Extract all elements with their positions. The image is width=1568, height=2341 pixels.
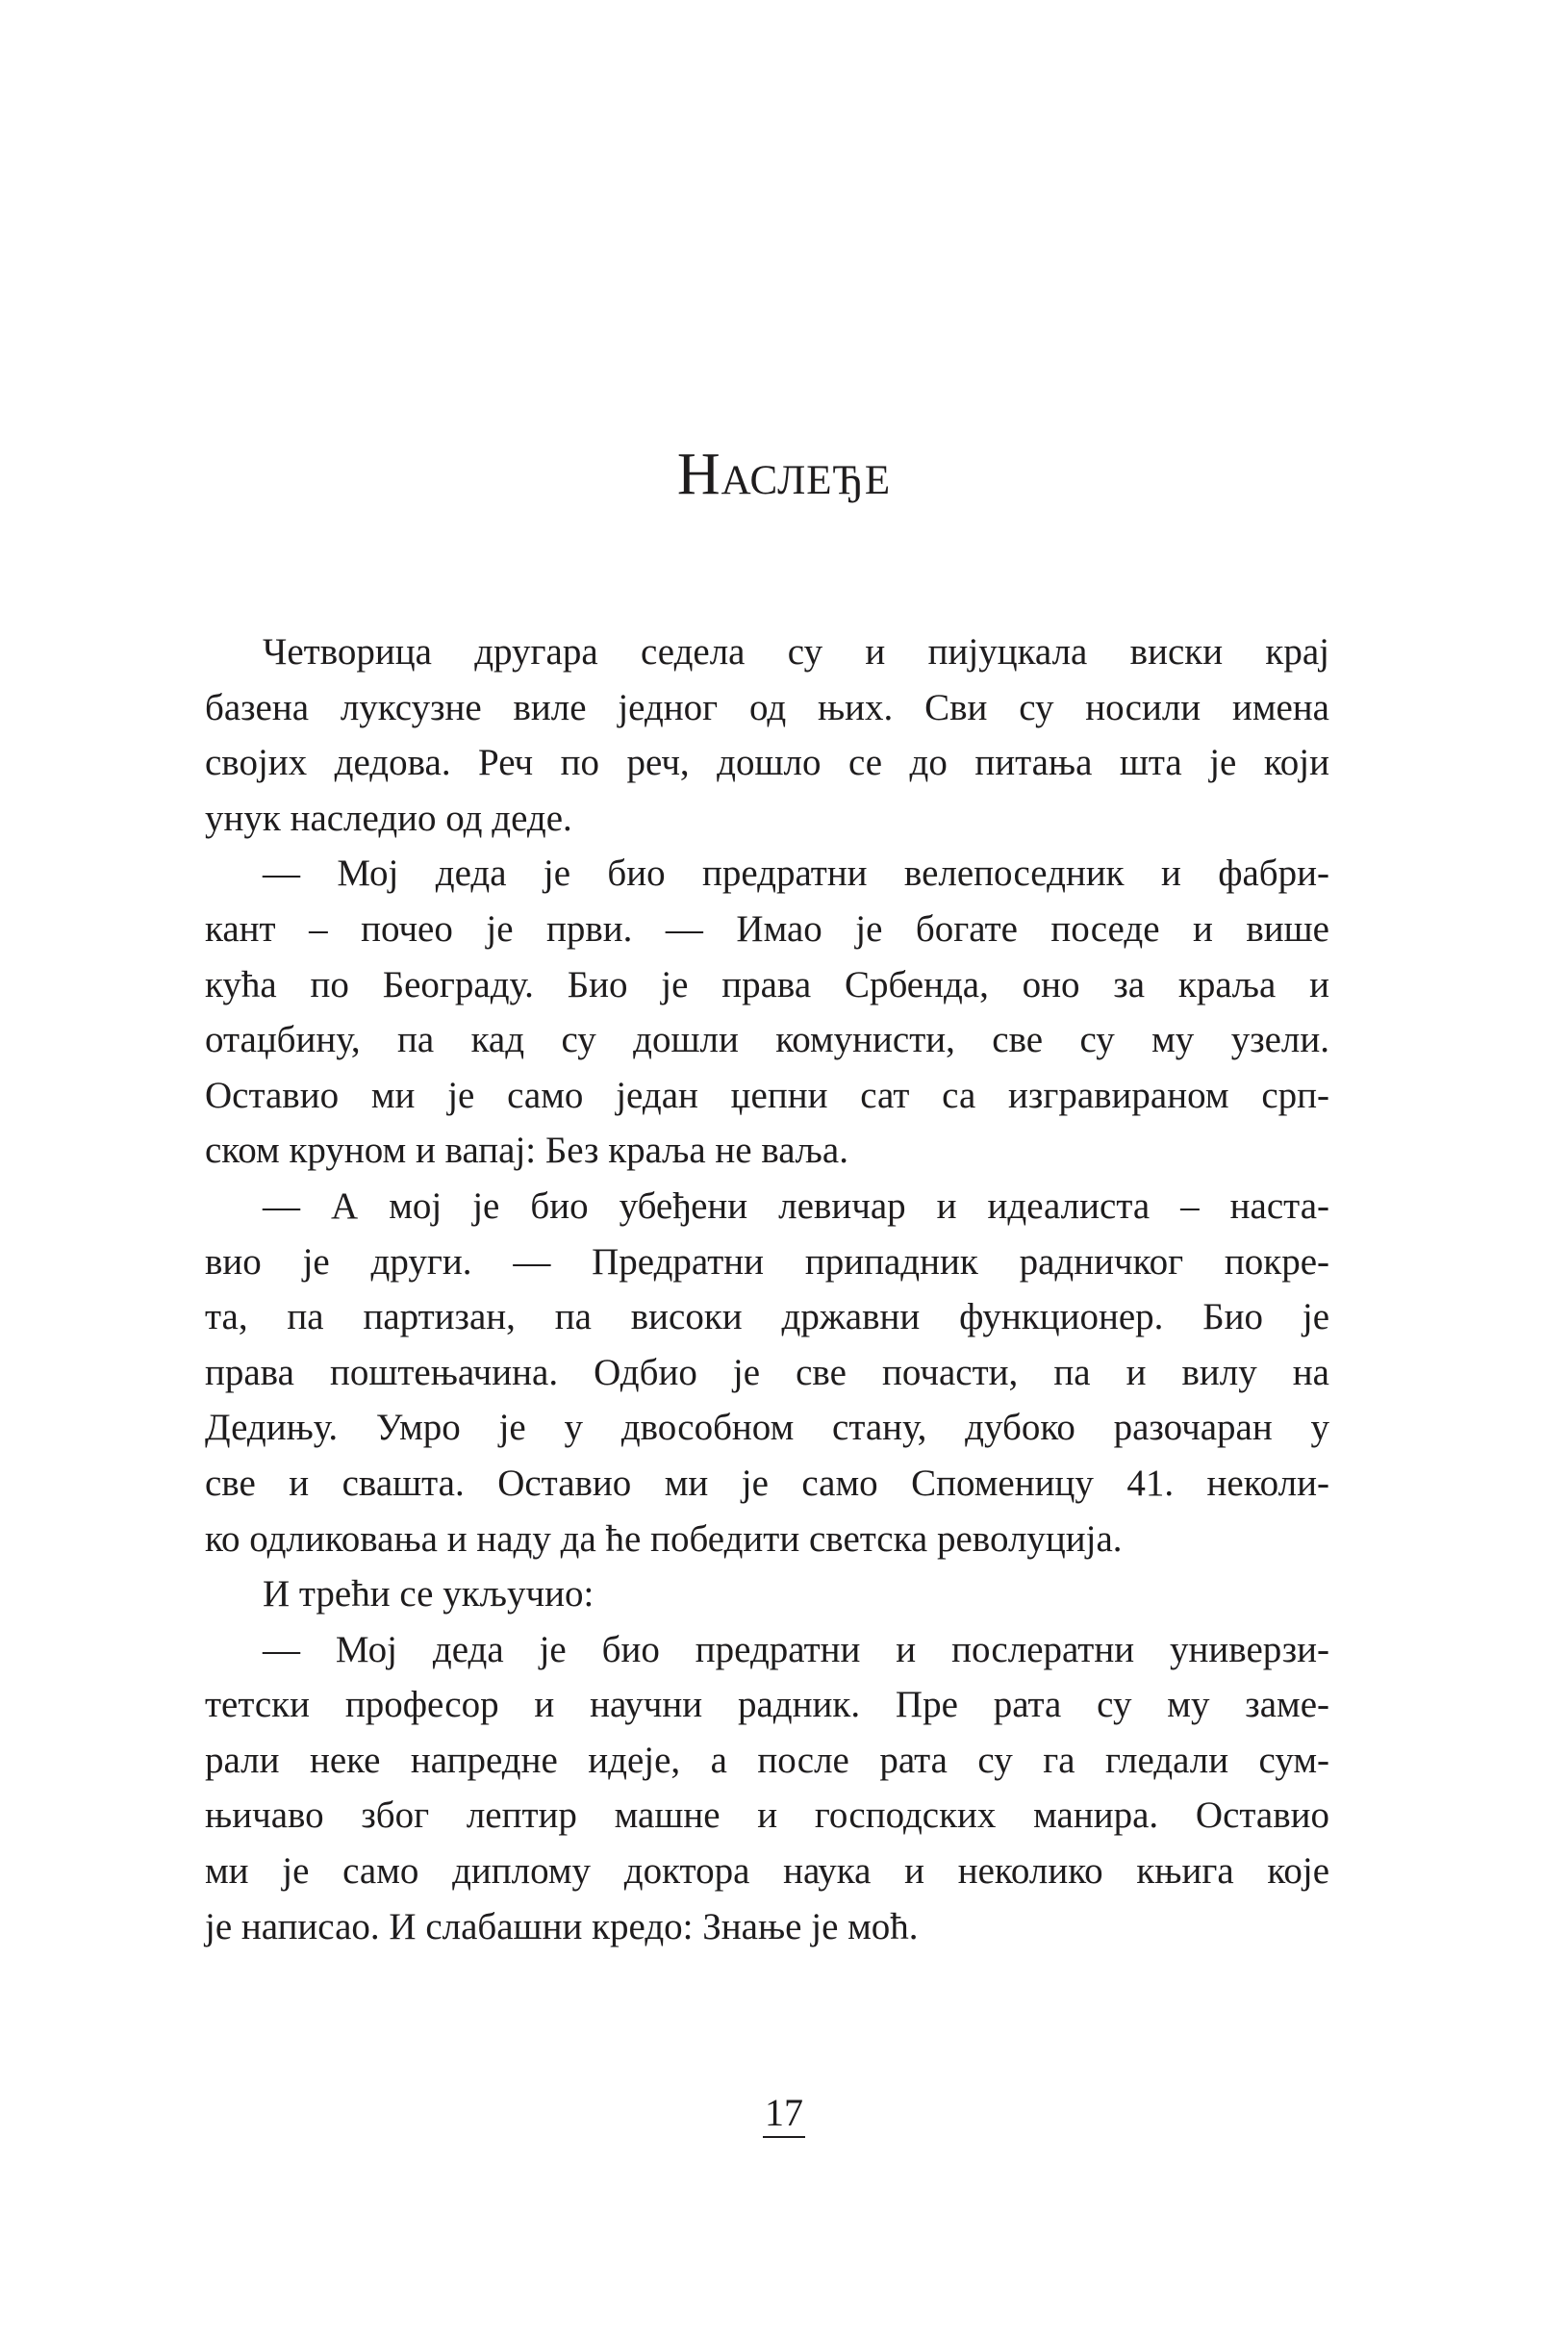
paragraph	[205, 624, 1329, 846]
text-line: Оставио ми је само један џепни сат са изгравираном срп-	[205, 1074, 1329, 1116]
text-line: унук наследио од деде.	[205, 797, 572, 839]
body-text	[205, 624, 1329, 1954]
text-line: својих дедова. Реч по реч, дошло се до питања шта је који	[205, 742, 1329, 784]
paragraph	[205, 1622, 1329, 1955]
text-line: — Мој деда је био предратни и послератни универзи-	[263, 1628, 1329, 1670]
text-line: је написао. И слабашни кредо: Знање је моћ.	[205, 1905, 919, 1947]
text-line: права поштењачина. Одбио је све почасти, па и вилу на	[205, 1351, 1329, 1393]
text-line: кућа по Београду. Био је права Србенда, оно за краља и	[205, 963, 1329, 1005]
page-number-value: 17	[763, 2094, 805, 2138]
paragraph	[205, 1179, 1329, 1566]
text-line: отаџбину, па кад су дошли комунисти, све су му узели.	[205, 1019, 1329, 1061]
text-line: базена луксузне виле једног од њих. Сви су носили имена	[205, 686, 1329, 728]
text-line: — Мој деда је био предратни велепоседник и фабри-	[263, 852, 1329, 895]
text-line: Дедињу. Умро је у двособном стану, дубоко разочаран у	[205, 1407, 1329, 1449]
text-line: И трећи се укључио:	[263, 1573, 594, 1616]
text-line: тетски професор и научни радник. Пре рата су му заме-	[205, 1684, 1329, 1726]
text-line: кант – почео је први. — Имао је богате поседе и више	[205, 907, 1329, 950]
page-number	[0, 2091, 1568, 2138]
text-line: Четворица другара седела су и пијуцкала виски крај	[263, 631, 1329, 673]
paragraph	[205, 846, 1329, 1179]
text-line: ми је само диплому доктора наука и неколико књига које	[205, 1850, 1329, 1893]
text-line: — А мој је био убеђени левичар и идеалиста – наста-	[263, 1184, 1329, 1227]
chapter-title: Наслеђе	[676, 442, 892, 507]
text-line: ко одликовања и наду да ће победити светска револуција.	[205, 1517, 1123, 1560]
text-line: све и свашта. Оставио ми је само Споменицу 41. неколи-	[205, 1462, 1329, 1504]
paragraph	[205, 1566, 1329, 1622]
text-line: рали неке напредне идеје, а после рата су га гледали сум-	[205, 1739, 1329, 1781]
text-line: вио је други. — Предратни припадник радничког покре-	[205, 1240, 1329, 1283]
text-line: њичаво због лептир машне и господских манира. Оставио	[205, 1794, 1329, 1837]
text-line: ском круном и вапај: Без краља не ваља.	[205, 1130, 848, 1172]
text-line: та, па партизан, па високи државни функционер. Био је	[205, 1296, 1329, 1338]
